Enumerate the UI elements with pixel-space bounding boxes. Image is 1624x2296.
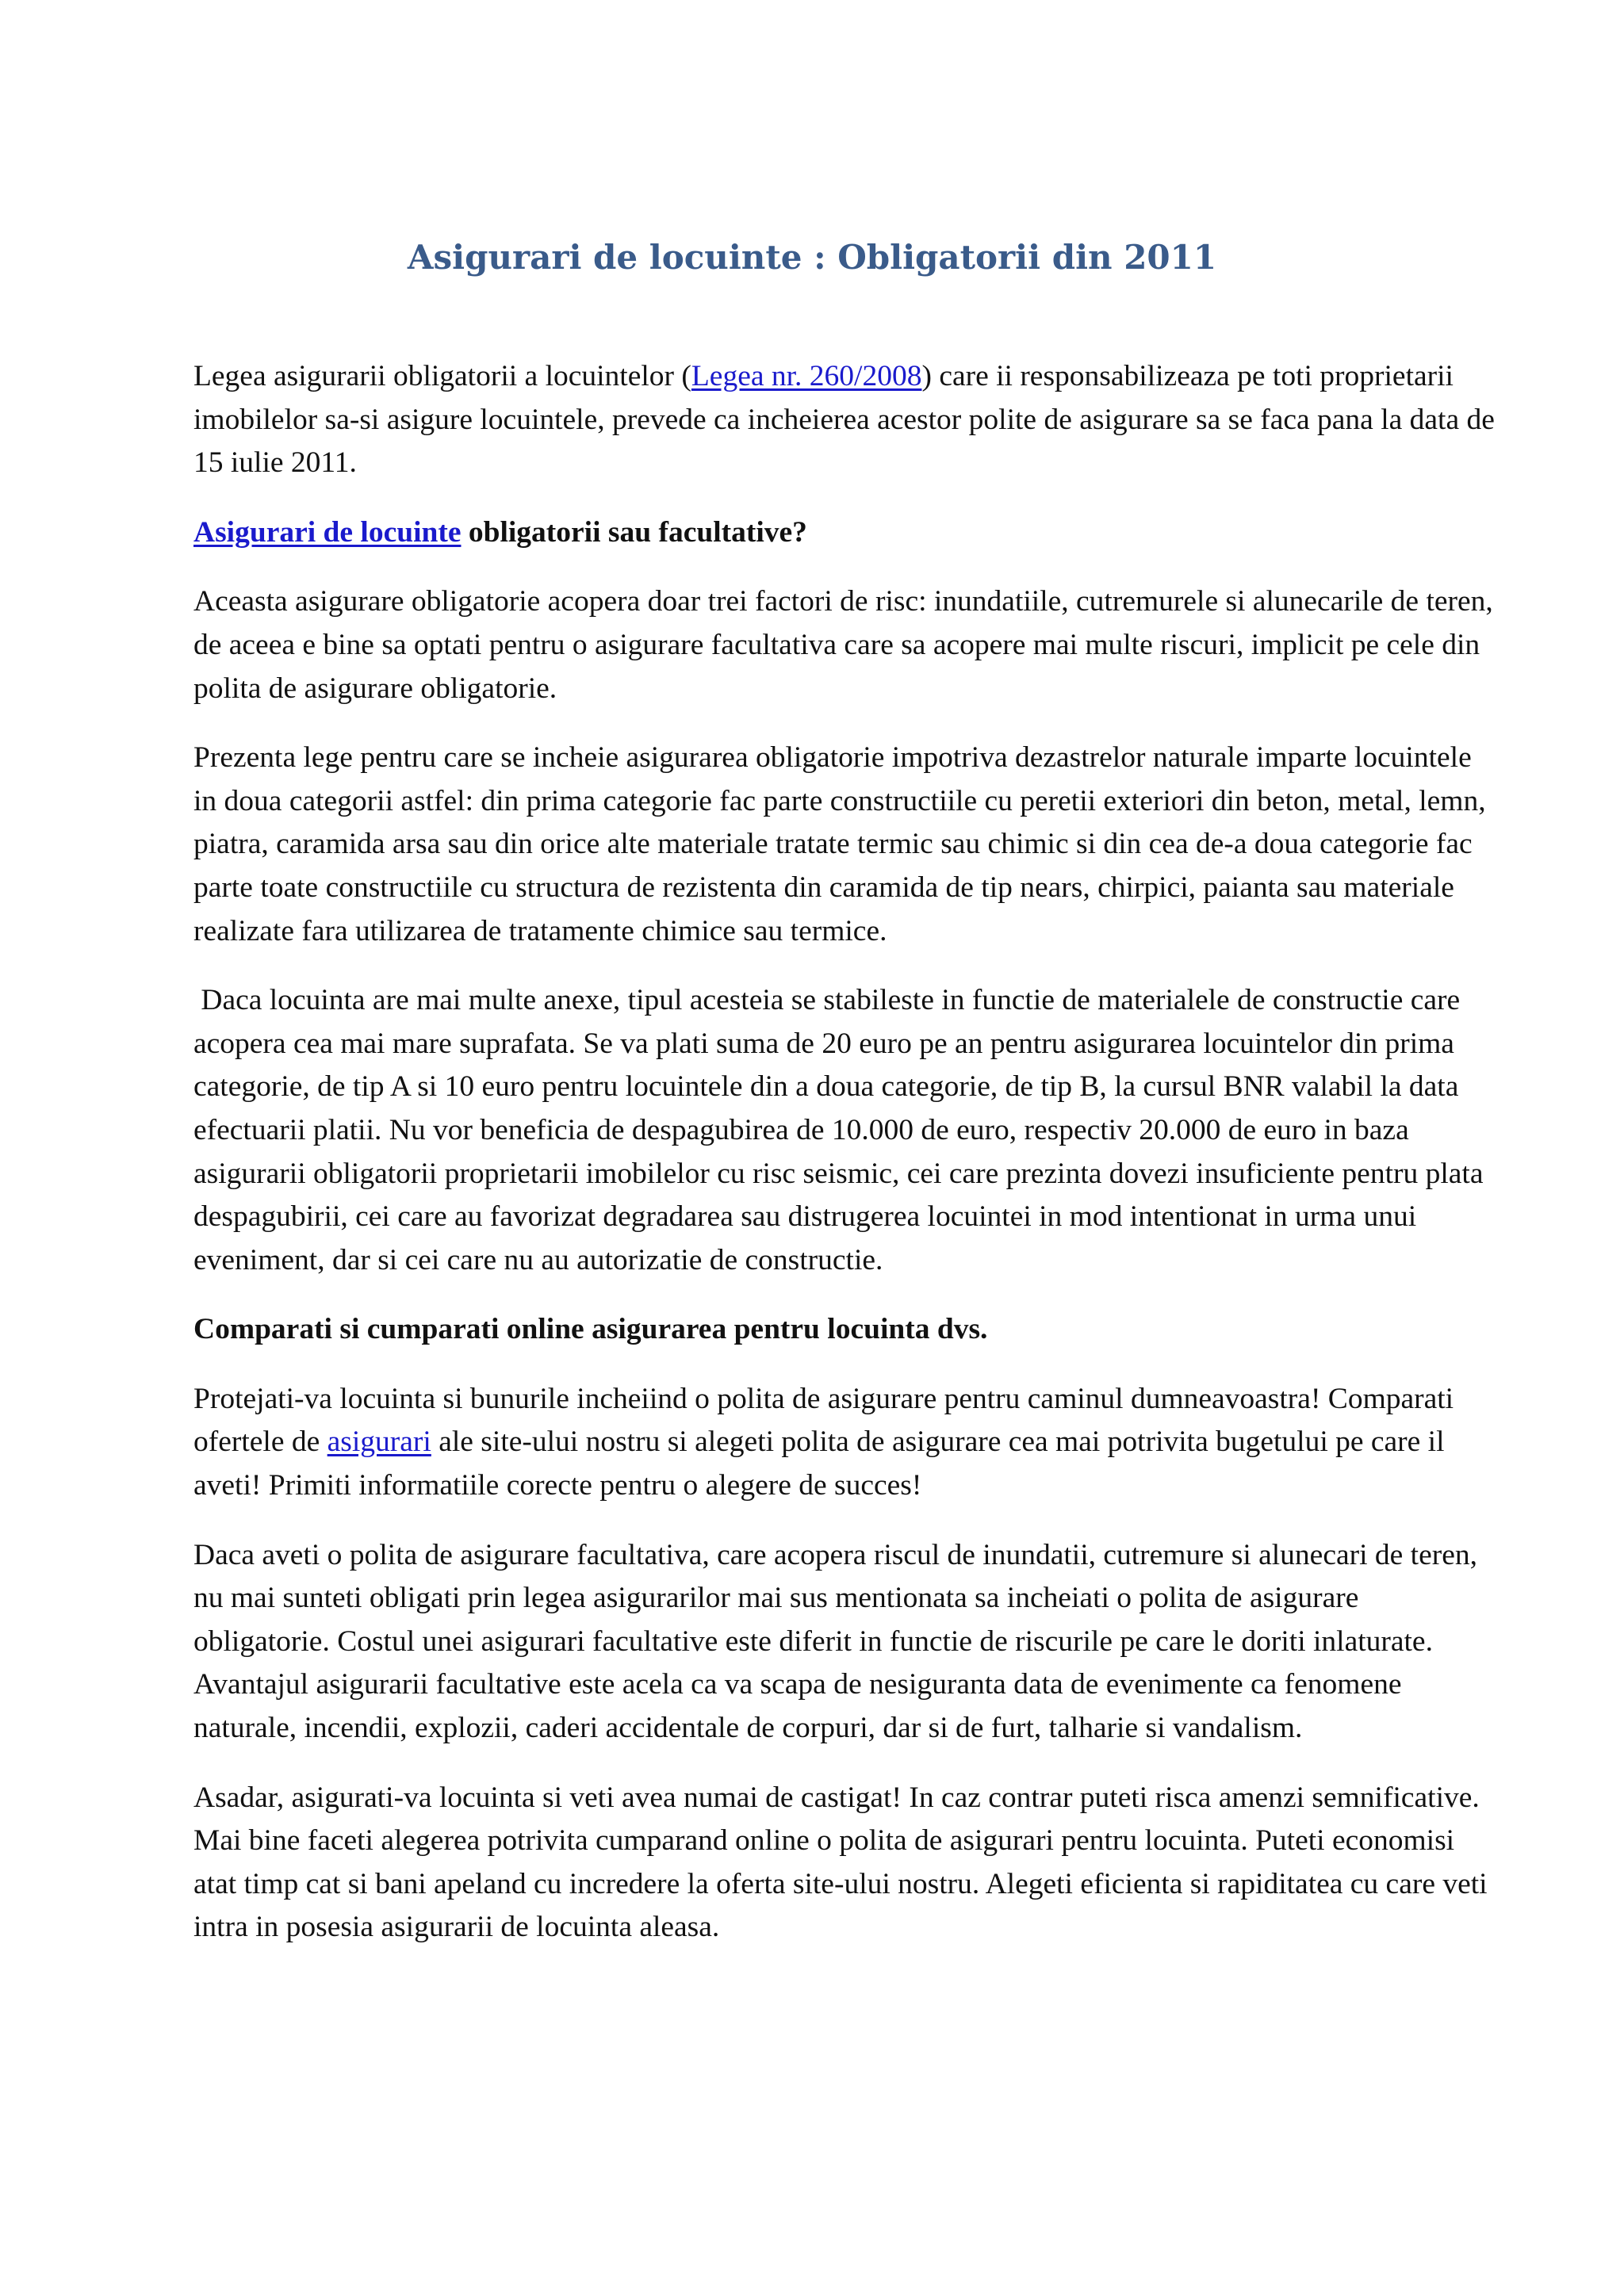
section-heading-rest: obligatorii sau facultative? (461, 515, 807, 549)
asigurari-locuinte-link[interactable]: Asigurari de locuinte (193, 515, 462, 549)
intro-text-before: Legea asigurarii obligatorii a locuintelor ( (193, 360, 691, 392)
section-heading-obligatorii (193, 511, 1502, 555)
compare-text-after: ale site-ului nostru si alegeti polita de asigurare cea mai potrivita bugetului pe care il aveti! Primiti informatiile corecte pentru o alegere de succes! (193, 1425, 1445, 1502)
page-title: Asigurari de locuinte : Obligatorii din 2011 (407, 238, 1217, 277)
law-link[interactable]: Legea nr. 260/2008 (691, 360, 922, 392)
conclusion-paragraph: Asadar, asigurati-va locuinta si veti avea numai de castigat! In caz contrar puteti risca amenzi semnificative. Mai bine faceti alegerea potrivita cumparand online o polita de asigurari pentru locuinta. Puteti economisi atat timp cat si bani apeland cu incredere la oferta site-ului nostru. Alegeti eficienta si rapiditatea cu care veti intra in posesia asigurarii de locuinta aleasa. (193, 1781, 1488, 1944)
facultative-paragraph: Daca aveti o polita de asigurare facultativa, care acopera riscul de inundatii, cutremure si alunecari de teren, nu mai sunteti obligati prin legea asigurarilor mai sus mentionata sa incheiati o polita de asigurare obligatorie. Costul unei asigurari facultative este diferit in functie de riscurile pe care le doriti inlaturate. Avantajul asigurarii facultative este acela ca va scapa de nesiguranta data de evenimente ca fenomene naturale, incendii, explozii, caderi accidentale de corpuri, dar si de furt, talharie si vandalism. (193, 1538, 1477, 1745)
intro-paragraph (193, 355, 1502, 485)
document-body (193, 355, 1502, 1976)
compare-paragraph (193, 1378, 1502, 1508)
compare-text-before: Protejati-va locuinta si bunurile incheiind o polita de asigurare pentru caminul dumneavoastra! Comparati ofertele de (193, 1382, 1454, 1459)
asigurari-link[interactable]: asigurari (327, 1425, 431, 1459)
section-heading-comparati: Comparati si cumparati online asigurarea pentru locuinta dvs. (193, 1313, 988, 1346)
risk-factors-paragraph: Aceasta asigurare obligatorie acopera doar trei factori de risc: inundatiile, cutremurele si alunecarile de teren, de aceea e bine sa optati pentru o asigurare facultativa care sa acopere mai multe riscuri, implicit pe cele din polita de asigurare obligatorie. (193, 585, 1493, 705)
intro-text-after: ) care ii responsabilizeaza pe toti proprietarii imobilelor sa-si asigure locuintele, prevede ca incheierea acestor polite de asigurare sa se faca pana la data de 15 iulie 2011. (193, 360, 1495, 480)
payment-paragraph: Daca locuinta are mai multe anexe, tipul acesteia se stabileste in functie de materialele de constructie care acopera cea mai mare suprafata. Se va plati suma de 20 euro pe an pentru asigurarea locuintelor din prima categorie, de tip A si 10 euro pentru locuintele din a doua categorie, de tip B, la cursul BNR valabil la data efectuarii platii. Nu vor beneficia de despagubirea de 10.000 de euro, respectiv 20.000 de euro in baza asigurarii obligatorii proprietarii imobilelor cu risc seismic, cei care prezinta dovezi insuficiente pentru plata despagubirii, cei care au favorizat degradarea sau distrugerea locuintei in mod intentionat in urma unui eveniment, dar si cei care nu au autorizatie de constructie. (193, 984, 1491, 1276)
categories-paragraph: Prezenta lege pentru care se incheie asigurarea obligatorie impotriva dezastrelor naturale imparte locuintele in doua categorii astfel: din prima categorie fac parte constructiile cu peretii exteriori din beton, metal, lemn, piatra, caramida arsa sau din orice alte materiale tratate termic sau chimic si din cea de-a doua categorie fac parte toate constructiile cu structura de rezistenta din caramida de tip nears, chirpici, paianta sau materiale realizate fara utilizarea de tratamente chimice sau termice. (193, 741, 1486, 947)
